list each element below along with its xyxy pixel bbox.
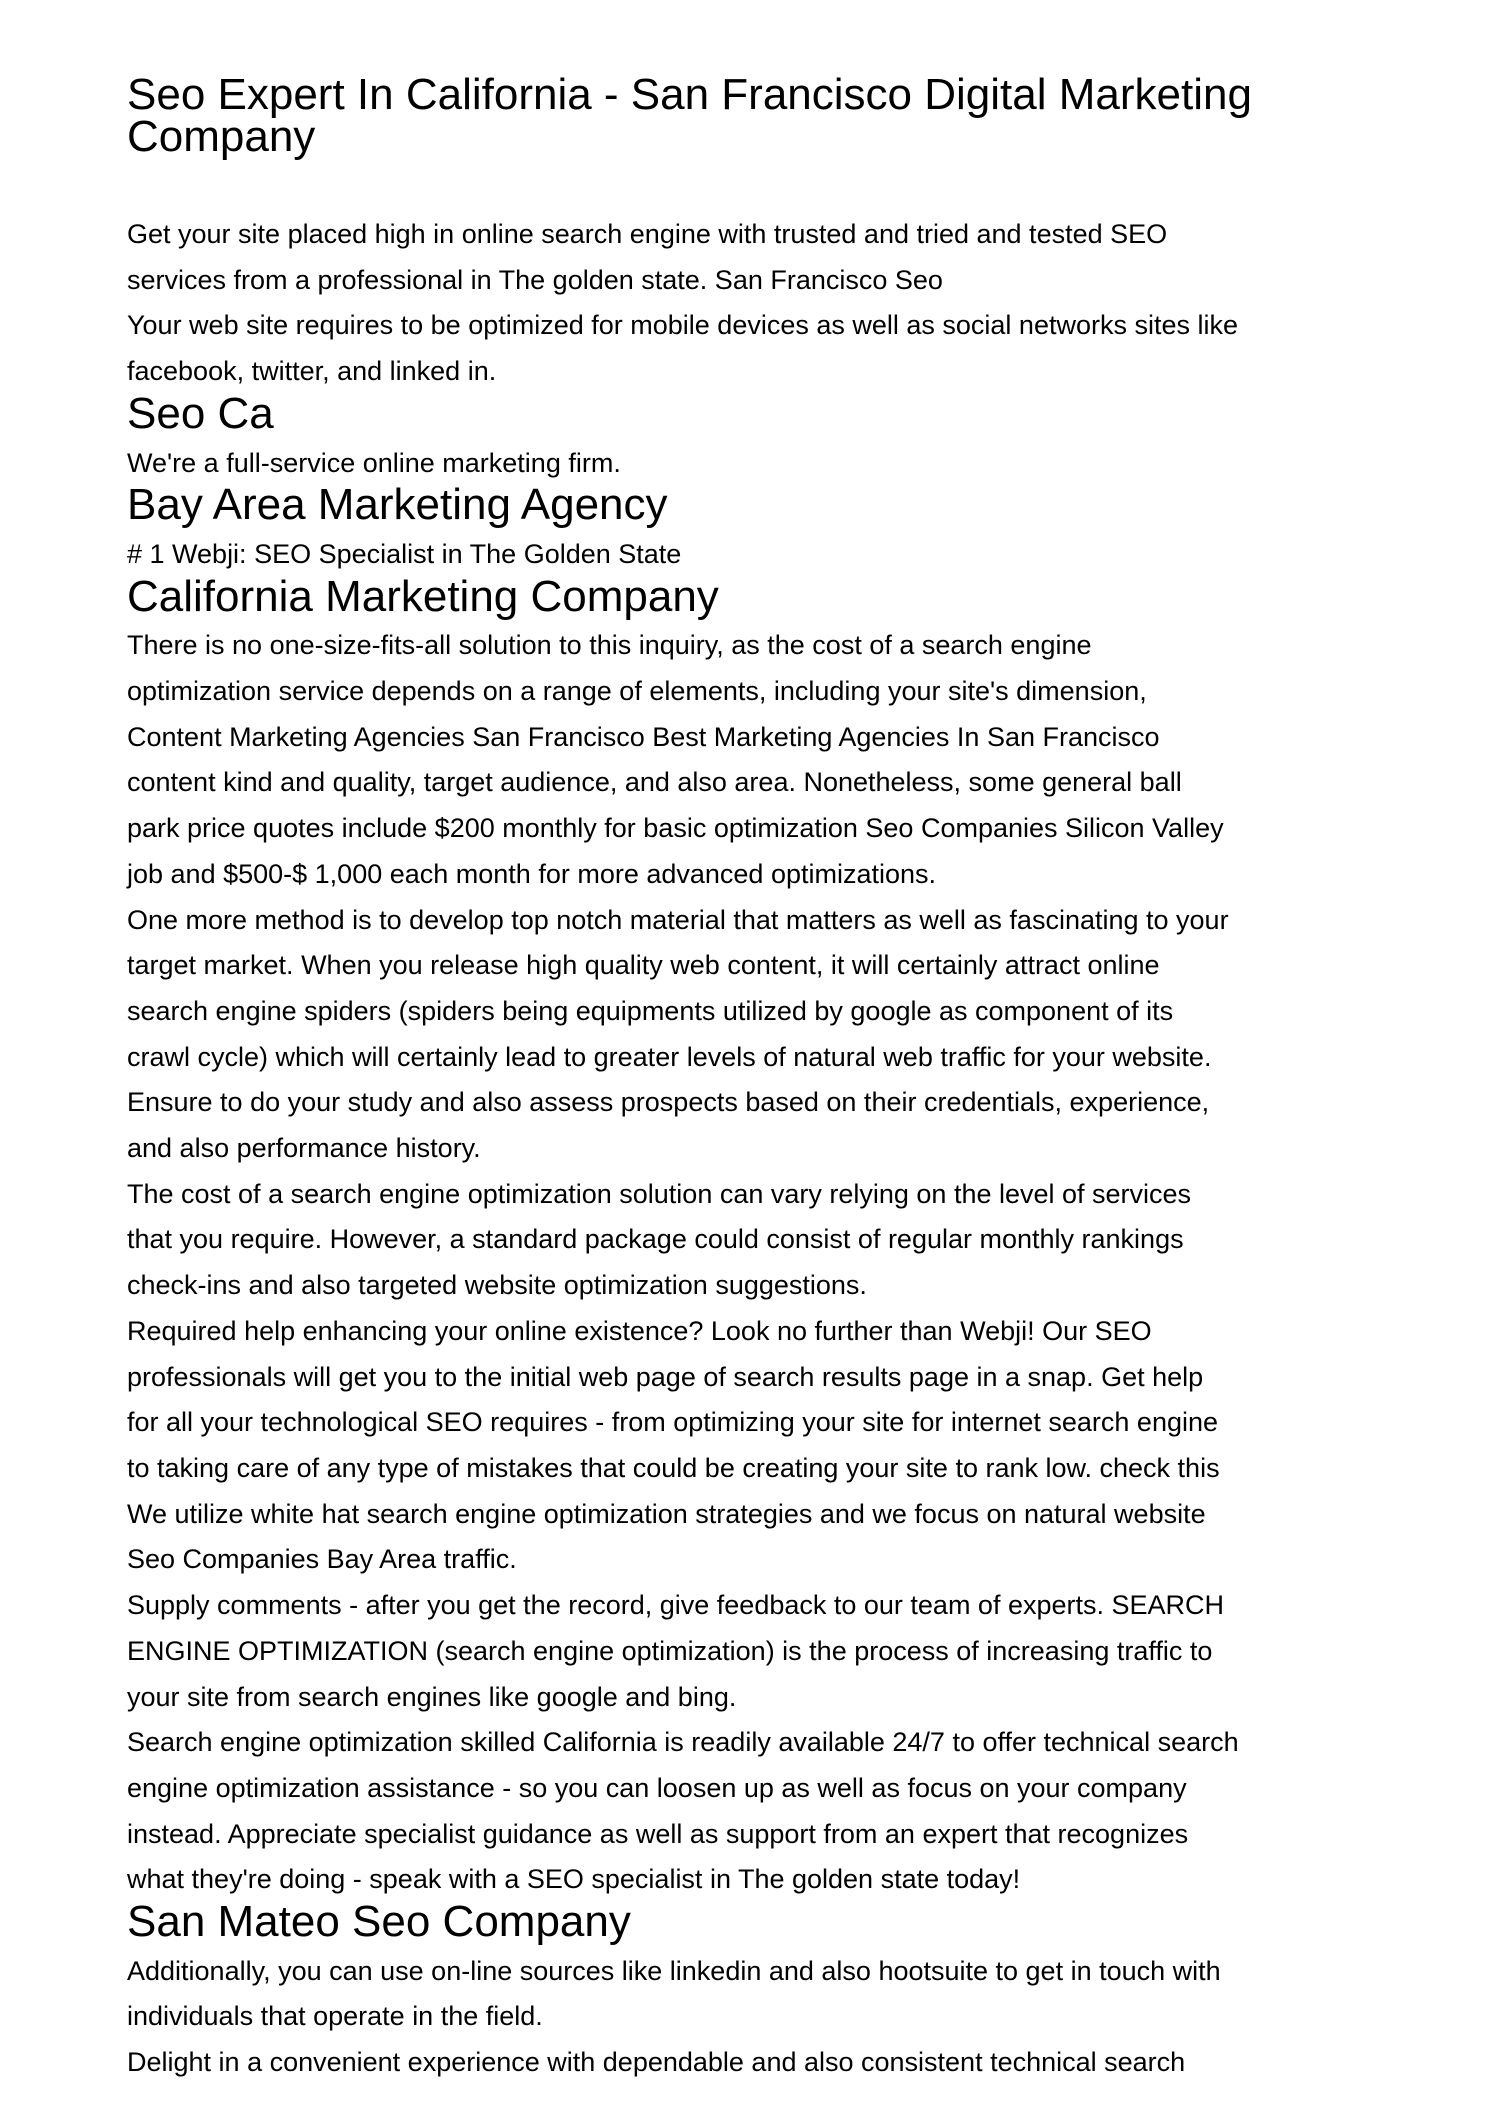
paragraph-line: Your web site requires to be optimized for mobile devices as well as social networks sites like <box>127 310 1239 341</box>
paragraph-line: crawl cycle) which will certainly lead to greater levels of natural web traffic for your website. <box>127 1041 1212 1072</box>
paragraph <box>127 1172 1427 1309</box>
paragraph-line: Required help enhancing your online existence? Look no further than Webji! Our SEO <box>127 1315 1152 1346</box>
paragraph-line: services from a professional in The golden state. San Francisco Seo <box>127 264 943 295</box>
paragraph-line: engine optimization assistance - so you can loosen up as well as focus on your company <box>127 1772 1187 1803</box>
paragraph-line: content kind and quality, target audience, and also area. Nonetheless, some general ball <box>127 767 1182 798</box>
paragraph-line: professionals will get you to the initial web page of search results page in a snap. Get help <box>127 1361 1204 1392</box>
paragraph-line: to taking care of any type of mistakes that could be creating your site to rank low. check this <box>127 1452 1220 1483</box>
paragraph-line: for all your technological SEO requires - from optimizing your site for internet search engine <box>127 1407 1219 1438</box>
section-heading: Seo Ca <box>127 388 274 438</box>
section-heading: California Marketing Company <box>127 571 719 621</box>
paragraph-line: Supply comments - after you get the record, give feedback to our team of experts. SEARCH <box>127 1590 1225 1621</box>
paragraph-line: check-ins and also targeted website optimization suggestions. <box>127 1270 867 1301</box>
paragraph-line: instead. Appreciate specialist guidance as well as support from an expert that recognizes <box>127 1818 1189 1849</box>
paragraph-line: target market. When you release high quality web content, it will certainly attract online <box>127 950 1160 981</box>
section-heading: San Mateo Seo Company <box>127 1897 631 1947</box>
paragraph-line: Ensure to do your study and also assess prospects based on their credentials, experience, <box>127 1087 1210 1118</box>
paragraph-line: Content Marketing Agencies San Francisco Best Marketing Agencies In San Francisco <box>127 721 1160 752</box>
paragraph <box>127 303 1427 394</box>
paragraph-line: Get your site placed high in online search engine with trusted and tried and tested SEO <box>127 219 1168 249</box>
paragraph-line: individuals that operate in the field. <box>127 2001 543 2032</box>
article-body <box>127 212 1427 2086</box>
paragraph-line: your site from search engines like google and bing. <box>127 1681 737 1712</box>
paragraph-line: We're a full-service online marketing firm. <box>127 447 621 478</box>
paragraph-line: and also performance history. <box>127 1133 481 1164</box>
paragraph <box>127 623 1427 897</box>
paragraph <box>127 1720 1427 1903</box>
paragraph-line: search engine spiders (spiders being equipments utilized by google as component of its <box>127 995 1174 1026</box>
paragraph-line: job and $500-$ 1,000 each month for more advanced optimizations. <box>127 858 937 889</box>
paragraph-line: We utilize white hat search engine optimization strategies and we focus on natural website <box>127 1498 1206 1529</box>
paragraph-line: Seo Companies Bay Area traffic. <box>127 1544 517 1575</box>
page-title <box>127 70 1427 161</box>
paragraph-line: that you require. However, a standard package could consist of regular monthly rankings <box>127 1224 1184 1255</box>
paragraph-line: ENGINE OPTIMIZATION (search engine optimization) is the process of increasing traffic to <box>127 1635 1213 1666</box>
paragraph-line: One more method is to develop top notch material that matters as well as fascinating to your <box>127 904 1229 935</box>
paragraph-line: Search engine optimization skilled California is readily available 24/7 to offer technical search <box>127 1727 1239 1758</box>
paragraph <box>127 532 1427 578</box>
paragraph-line: optimization service depends on a range of elements, including your site's dimension, <box>127 676 1147 707</box>
paragraph <box>127 898 1427 1172</box>
paragraph-line: park price quotes include $200 monthly for basic optimization Seo Companies Silicon Valley <box>127 813 1224 844</box>
page-title-line: Company <box>127 112 316 161</box>
document-page <box>127 70 1427 2086</box>
paragraph-line: what they're doing - speak with a SEO specialist in The golden state today! <box>127 1864 1021 1895</box>
paragraph <box>127 1949 1427 2040</box>
paragraph <box>127 1583 1427 1720</box>
paragraph <box>127 212 1427 303</box>
page-title-line: Seo Expert In California - San Francisco Digital Marketing <box>127 70 1252 119</box>
paragraph <box>127 1309 1427 1583</box>
paragraph-line: Additionally, you can use on-line sources like linkedin and also hootsuite to get in touch with <box>127 1955 1221 1986</box>
paragraph-line: # 1 Webji: SEO Specialist in The Golden State <box>127 538 682 569</box>
paragraph-line: The cost of a search engine optimization solution can vary relying on the level of services <box>127 1178 1192 1209</box>
paragraph-line: Delight in a convenient experience with dependable and also consistent technical search <box>127 2047 1186 2078</box>
paragraph-line: facebook, twitter, and linked in. <box>127 356 497 387</box>
paragraph <box>127 2040 1427 2086</box>
section-heading: Bay Area Marketing Agency <box>127 480 668 530</box>
paragraph-line: There is no one-size-fits-all solution to this inquiry, as the cost of a search engine <box>127 630 1092 661</box>
